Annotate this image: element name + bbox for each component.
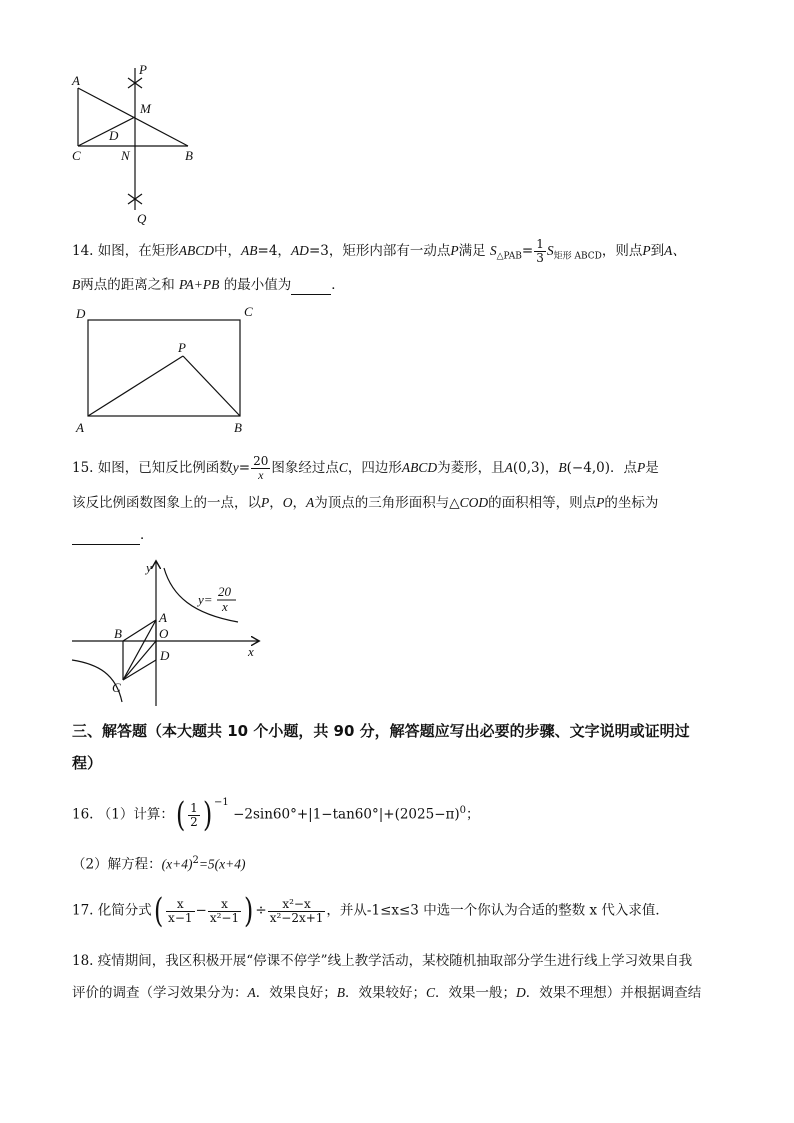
section-3-title-line2: 程） bbox=[72, 754, 103, 772]
segment-ca bbox=[123, 620, 156, 680]
q14-eqsign: = bbox=[521, 243, 534, 259]
q18-number: 18. bbox=[72, 953, 94, 969]
q15-fraction bbox=[251, 455, 270, 482]
q15-b-coord: (−4,0) bbox=[566, 460, 610, 476]
q15-sep1: ， bbox=[269, 495, 283, 511]
q15-line2-b: 为顶点的三角形面积与△ bbox=[314, 495, 460, 511]
curve-label-num: 20 bbox=[218, 584, 231, 599]
label-p: P bbox=[139, 62, 147, 77]
figure-q15 bbox=[68, 556, 268, 708]
q16-expr: −2sin60°+|1−tan60°|+(2025−π) bbox=[233, 806, 460, 823]
q14-s1-sub: △PAB bbox=[496, 251, 522, 262]
label-x: x bbox=[248, 644, 254, 659]
q15-t3: ，四边形 bbox=[347, 460, 402, 476]
rhombus-ab bbox=[123, 620, 156, 641]
q16-half-den: 2 bbox=[190, 814, 198, 829]
q17-frac2 bbox=[208, 898, 241, 925]
q18-la: A bbox=[247, 985, 256, 1000]
label-y: y bbox=[146, 560, 152, 575]
q18-line1: 疫情期间，我区积极开展“停课不停学”线上教学活动，某校随机抽取部分学生进行线上学习效果自我 bbox=[97, 953, 693, 969]
label-n: N bbox=[121, 148, 130, 163]
q17-minus: − bbox=[195, 902, 207, 919]
q16-exp0: 0 bbox=[459, 805, 467, 816]
q15-fden: x bbox=[258, 468, 264, 482]
q15-line2-c: 的面积相等，则点 bbox=[488, 495, 597, 511]
label-c: C bbox=[72, 148, 81, 163]
line-cm bbox=[78, 117, 135, 146]
label-c: C bbox=[112, 680, 121, 695]
q18-lc: C bbox=[426, 985, 436, 1000]
q16-sq: 2 bbox=[192, 855, 199, 866]
q15-abcd: ABCD bbox=[401, 460, 438, 475]
q14-eq4: =4， bbox=[257, 243, 291, 259]
q15-cod: COD bbox=[459, 495, 489, 510]
q15-line2: 该反比例函数图象上的一点，以 bbox=[72, 495, 261, 511]
q14-text-b: 中， bbox=[214, 243, 242, 259]
q14-s2: S bbox=[546, 243, 554, 258]
label-o: O bbox=[159, 626, 169, 641]
q14-ad: AD bbox=[290, 243, 309, 258]
q15-p2: P bbox=[261, 495, 270, 510]
q15-t4: 为菱形，且 bbox=[437, 460, 505, 476]
q17-frac3 bbox=[268, 898, 326, 925]
q15-t6: 是 bbox=[645, 460, 659, 476]
label-p: P bbox=[178, 340, 186, 355]
q16-paren-right: ) bbox=[202, 795, 213, 835]
q15-p3: P bbox=[596, 495, 605, 510]
curve-label-y: y= bbox=[198, 592, 213, 607]
q15-t5: ．点 bbox=[609, 460, 637, 476]
q15-comma: ， bbox=[544, 460, 559, 476]
question-15-line2 bbox=[72, 494, 658, 512]
label-b: B bbox=[114, 626, 122, 641]
q16-end: ； bbox=[466, 806, 480, 823]
q14-s2-sub: 矩形 ABCD bbox=[553, 251, 602, 262]
label-b: B bbox=[185, 148, 193, 163]
q14-frac-num: 1 bbox=[536, 237, 544, 251]
question-14-line1 bbox=[72, 238, 686, 266]
q14-eq3: =3，矩形内部有一动点 bbox=[308, 243, 451, 259]
q16-part2-label: （2）解方程： bbox=[72, 856, 162, 873]
section-3-title-line1: 三、解答题（本大题共 10 个小题，共 90 分，解答题应写出必要的步骤、文字说明或证明过 bbox=[72, 722, 690, 740]
q17-paren-right: ) bbox=[244, 891, 254, 931]
q14-answer-blank[interactable] bbox=[291, 276, 331, 295]
q15-o: O bbox=[282, 495, 293, 510]
question-16-part2 bbox=[72, 852, 246, 874]
q16-number: 16. bbox=[72, 806, 94, 823]
q15-t1: 如图，已知反比例函数 bbox=[97, 460, 233, 476]
question-18-line2 bbox=[72, 984, 701, 1002]
q15-t2: 图象经过点 bbox=[271, 460, 339, 476]
question-15-line1 bbox=[72, 455, 659, 482]
q17-f1-num: x bbox=[166, 898, 194, 912]
q15-a2: A bbox=[306, 495, 315, 510]
q17-text: ，并从-1≤x≤3 中选一个你认为合适的整数 x 代入求值． bbox=[326, 902, 669, 919]
figure-q14 bbox=[70, 302, 270, 438]
q14-line2-b: 的最小值为 bbox=[223, 277, 292, 293]
q17-div: ÷ bbox=[255, 902, 267, 919]
line-pa bbox=[88, 356, 183, 416]
figure-q13 bbox=[60, 60, 220, 230]
q15-line3-end: ． bbox=[140, 527, 154, 543]
q14-text-c: ，则点 bbox=[601, 243, 643, 259]
q15-sep2: ， bbox=[292, 495, 306, 511]
curve-label-den: x bbox=[222, 599, 228, 614]
line-pb bbox=[183, 356, 240, 416]
q14-papb: PA+PB bbox=[179, 277, 220, 292]
q18-line2-a: 评价的调查（学习效果分为： bbox=[72, 985, 248, 1001]
q14-line2-a: 两点的距离之和 bbox=[80, 277, 175, 293]
label-a: A bbox=[72, 73, 80, 88]
q14-p2: P bbox=[642, 243, 651, 258]
q18-tc: ．效果一般； bbox=[435, 985, 517, 1001]
q17-f2-num: x bbox=[208, 898, 241, 912]
q15-fnum: 20 bbox=[253, 454, 269, 468]
label-d: D bbox=[160, 648, 170, 663]
q14-fraction bbox=[534, 238, 546, 265]
label-m: M bbox=[140, 101, 151, 116]
q18-td: ．效果不理想）并根据调查结 bbox=[525, 985, 702, 1001]
question-14-line2 bbox=[72, 276, 345, 295]
q16-eq-left: (x+4) bbox=[161, 856, 193, 872]
q15-eq: = bbox=[238, 460, 251, 476]
q17-label: 化简分式 bbox=[97, 902, 152, 919]
q14-text: 如图，在矩形 bbox=[97, 243, 179, 259]
q16-exp: −1 bbox=[214, 797, 229, 808]
q14-line2-end: ． bbox=[331, 277, 345, 293]
q15-y: y bbox=[232, 460, 239, 475]
segment-co bbox=[123, 641, 156, 680]
question-15-line3 bbox=[72, 526, 154, 545]
q14-rect: ABCD bbox=[178, 243, 215, 258]
q16-eq-right: =5(x+4) bbox=[198, 856, 246, 872]
q15-line2-d: 的坐标为 bbox=[604, 495, 659, 511]
q14-ab: AB bbox=[241, 243, 258, 258]
question-16-part1 bbox=[72, 795, 480, 835]
q15-p: P bbox=[636, 460, 646, 475]
q16-paren-left: ( bbox=[175, 795, 186, 835]
q18-ld: D bbox=[516, 985, 526, 1000]
q14-b-start: B bbox=[72, 277, 81, 292]
q18-ta: ．效果良好； bbox=[255, 985, 337, 1001]
q17-f3-den: x²−2x+1 bbox=[269, 910, 324, 925]
q15-a-coord: (0,3) bbox=[512, 460, 545, 476]
q15-b-pt: B bbox=[558, 460, 567, 475]
label-d: D bbox=[76, 306, 86, 321]
q16-half-num: 1 bbox=[190, 800, 198, 815]
q17-paren-left: ( bbox=[153, 891, 164, 931]
q14-p: P bbox=[450, 243, 459, 258]
q14-s1: S bbox=[489, 243, 497, 258]
label-d: D bbox=[109, 128, 119, 143]
section-3-header bbox=[72, 718, 732, 776]
q15-number: 15. bbox=[72, 460, 94, 476]
q18-tb: ．效果较好； bbox=[345, 985, 426, 1001]
label-c: C bbox=[244, 304, 253, 319]
q14-text-d: 到 bbox=[650, 243, 665, 259]
q14-a-end: A、 bbox=[664, 243, 686, 258]
question-17 bbox=[72, 891, 669, 931]
q17-f2-den: x²−1 bbox=[209, 910, 240, 925]
q15-answer-blank[interactable] bbox=[72, 526, 140, 545]
q17-f1-den: x−1 bbox=[168, 910, 193, 925]
label-q: Q bbox=[137, 211, 147, 226]
q17-number: 17. bbox=[72, 902, 94, 919]
q17-f3-num: x²−x bbox=[268, 898, 326, 912]
q14-manzu: 满足 bbox=[458, 243, 486, 259]
q14-number: 14. bbox=[72, 243, 94, 259]
label-b: B bbox=[234, 420, 242, 435]
q16-half bbox=[188, 802, 200, 829]
q18-lb: B bbox=[336, 985, 345, 1000]
label-a: A bbox=[159, 610, 167, 625]
q16-part1-label: （1）计算： bbox=[97, 806, 174, 823]
q15-a-pt: A bbox=[504, 460, 513, 475]
q15-c: C bbox=[338, 460, 348, 475]
q14-frac-den: 3 bbox=[536, 251, 544, 265]
label-a: A bbox=[76, 420, 84, 435]
question-18-line1 bbox=[72, 952, 692, 970]
q17-frac1 bbox=[166, 898, 194, 925]
